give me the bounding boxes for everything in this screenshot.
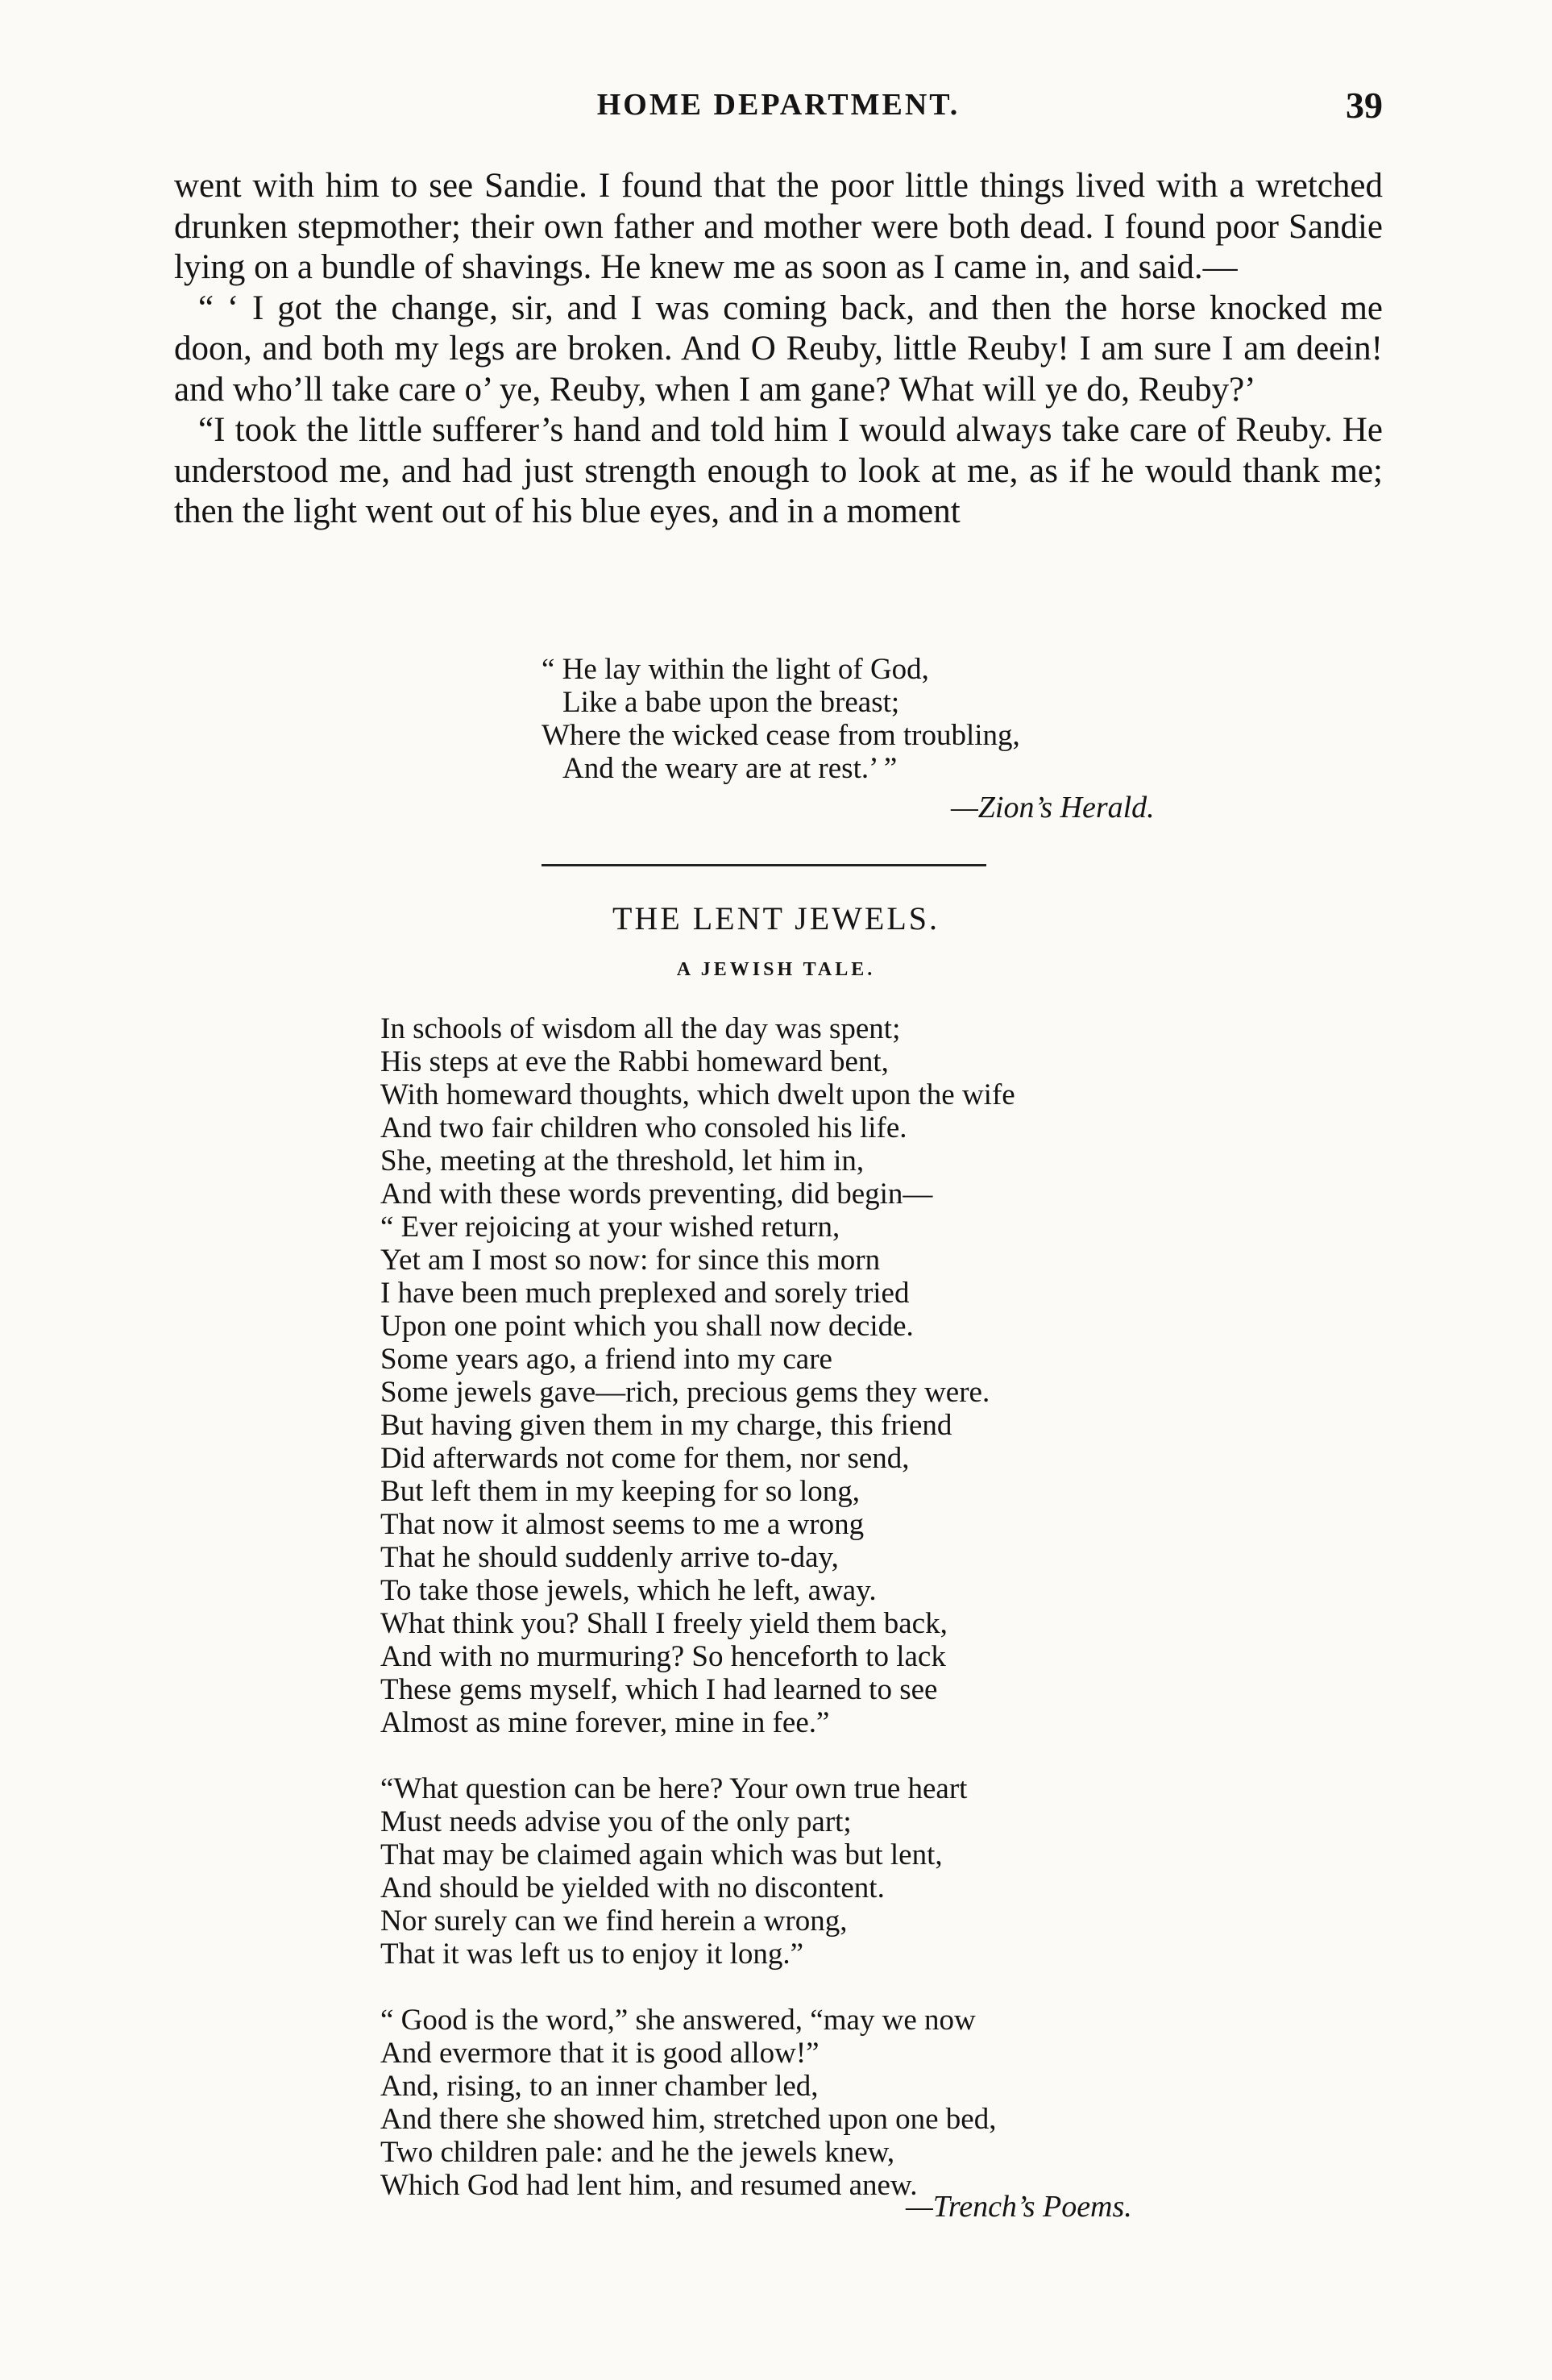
poem-line: “ Good is the word,” she answered, “may we now [380,2004,976,2037]
poem-line: Did afterwards not come for them, nor send, [380,1442,910,1475]
poem-line: That now it almost seems to me a wrong [380,1508,865,1541]
prose-paragraph: went with him to see Sandie. I found that the poor little things lived with a wretched drunken stepmother; their own father and mother were both dead. I found poor Sandie lying on a bundle of shavings. He knew me as soon as I came in, and said.— [174,167,1383,286]
poem-line: “What question can be here? Your own true heart [380,1772,968,1805]
inner-verse [542,653,1020,785]
prose-paragraph: “I took the little sufferer’s hand and told him I would always take care of Reuby. He understood me, and had just strength enough to look at me, as if he would thank me; then the light went out of his blue eyes, and in a moment [174,411,1383,530]
running-head [174,87,1383,129]
poem-line: “ Ever rejoicing at your wished return, [380,1211,840,1244]
poem-line: But left them in my keeping for so long, [380,1475,860,1508]
poem-line: Some years ago, a friend into my care [380,1343,832,1376]
poem-line: Some jewels gave—rich, precious gems they were. [380,1376,990,1409]
verse-line: “ He lay within the light of God, [542,653,929,686]
poem-line: With homeward thoughts, which dwelt upon the wife [380,1078,1015,1111]
poem-line: Yet am I most so now: for since this morn [380,1244,881,1277]
verse-line: And the weary are at rest.’ ” [562,752,898,785]
section-divider [542,864,986,866]
poem-line: In schools of wisdom all the day was spent; [380,1012,901,1045]
poem-line: These gems myself, which I had learned to see [380,1673,938,1706]
poem-line: And two fair children who consoled his life. [380,1111,907,1144]
poem-line: Must needs advise you of the only part; [380,1805,852,1838]
verse-line: Where the wicked cease from troubling, [542,719,1020,752]
poem-line: Nor surely can we find herein a wrong, [380,1904,848,1938]
prose-block [174,166,1383,533]
poem-line: And with these words preventing, did begin— [380,1178,933,1211]
prose-paragraph: “ ‘ I got the change, sir, and I was coming back, and then the horse knocked me doon, and both my legs are broken. And O Reuby, little Reuby! I am sure I am deein! and who’ll take care o’ ye, Reuby, when I am gane? What will ye do, Reuby?’ [174,289,1383,409]
section-title: THE LENT JEWELS. [612,900,940,937]
poem-line: His steps at eve the Rabbi homeward bent, [380,1045,889,1078]
poem-line: Almost as mine forever, mine in fee.” [380,1706,830,1739]
poem-line: Which God had lent him, and resumed anew. [380,2169,918,2202]
poem-stanza [380,1772,1015,1971]
poem-credit: —Trench’s Poems. [906,2190,1132,2224]
section-subtitle: A JEWISH TALE. [676,959,876,980]
poem-line: But having given them in my charge, this friend [380,1409,952,1442]
verse-line: Like a babe upon the breast; [562,686,900,719]
running-title: HOME DEPARTMENT. [596,88,961,122]
poem-line: And, rising, to an inner chamber led, [380,2070,819,2103]
page-number: 39 [1346,85,1383,126]
poem-line: And should be yielded with no discontent. [380,1871,885,1904]
poem-line: And evermore that it is good allow!” [380,2037,820,2070]
poem-line: That may be claimed again which was but lent, [380,1838,943,1871]
poem [380,1012,1015,2235]
poem-line: She, meeting at the threshold, let him in, [380,1144,865,1178]
poem-line: What think you? Shall I freely yield them back, [380,1607,948,1640]
poem-line: And with no murmuring? So henceforth to lack [380,1640,946,1673]
poem-line: Upon one point which you shall now decide. [380,1310,914,1343]
inner-verse-credit: —Zion’s Herald. [951,791,1155,824]
poem-line: That it was left us to enjoy it long.” [380,1938,804,1971]
poem-line: I have been much preplexed and sorely tried [380,1277,910,1310]
poem-line: Two children pale: and he the jewels knew, [380,2136,895,2169]
poem-stanza [380,1012,1015,1739]
poem-line: That he should suddenly arrive to-day, [380,1541,839,1574]
poem-stanza [380,2004,1015,2202]
poem-line: And there she showed him, stretched upon one bed, [380,2103,997,2136]
poem-line: To take those jewels, which he left, away. [380,1574,877,1607]
